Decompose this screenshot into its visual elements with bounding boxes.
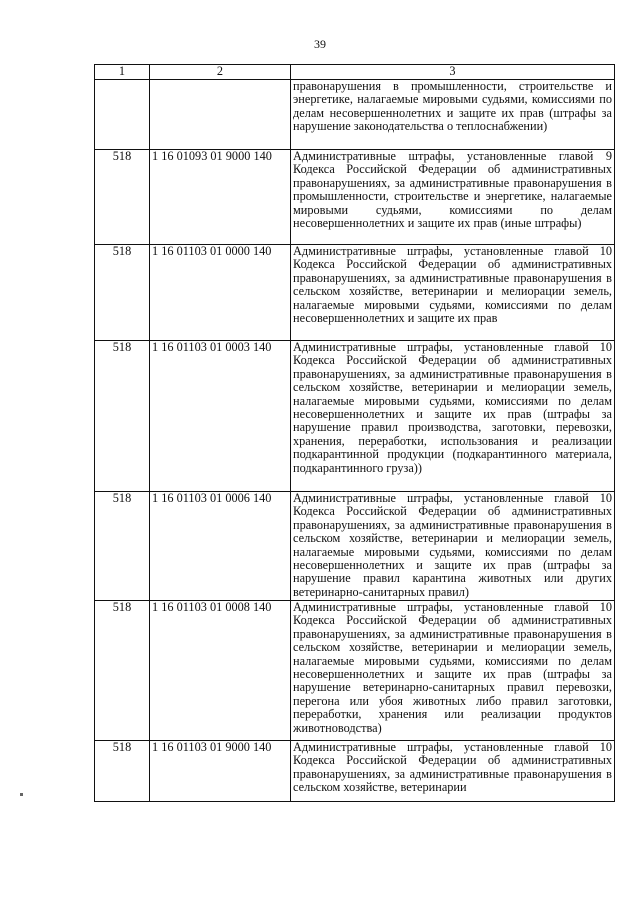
budget-code-cell: 1 16 01103 01 0006 140 bbox=[150, 492, 291, 601]
table-row bbox=[95, 150, 615, 245]
admin-code-cell: 518 bbox=[95, 741, 150, 802]
description-cell: Административные штрафы, установленные главой 9 Кодекса Российской Федерации об административных правонарушениях, за административные правонарушения в промышленности, строительстве и энергетике, налагаемые мировыми судьями, комиссиями по делам несовершеннолетних и защите их прав (иные штрафы) bbox=[291, 150, 615, 245]
column-header-3: 3 bbox=[291, 65, 615, 80]
budget-code-cell: 1 16 01103 01 0008 140 bbox=[150, 601, 291, 741]
table-header-row bbox=[95, 65, 615, 80]
budget-code-cell: 1 16 01103 01 9000 140 bbox=[150, 741, 291, 802]
description-cell: Административные штрафы, установленные главой 10 Кодекса Российской Федерации об административных правонарушениях, за административные правонарушения в сельском хозяйстве, ветеринарии и мелиорации земель, налагаемые мировыми судьями, комиссиями по делам несовершеннолетних и защите их прав (штрафы за нарушение правил карантина животных или других ветеринарно-санитарных правил) bbox=[291, 492, 615, 601]
admin-code-cell: 518 bbox=[95, 492, 150, 601]
admin-code-cell: 518 bbox=[95, 601, 150, 741]
description-cell: Административные штрафы, установленные главой 10 Кодекса Российской Федерации об административных правонарушениях, за административные правонарушения в сельском хозяйстве, ветеринарии bbox=[291, 741, 615, 802]
page-number: 39 bbox=[314, 37, 326, 51]
description-cell: Административные штрафы, установленные главой 10 Кодекса Российской Федерации об административных правонарушениях, за административные правонарушения в сельском хозяйстве, ветеринарии и мелиорации земель, налагаемые мировыми судьями, комиссиями по делам несовершеннолетних и защите их прав (штрафы за нарушение ветеринарно-санитарных правил перевозки, перегона или убоя животных либо правил заготовки, переработки, хранения или реализации продуктов животноводства) bbox=[291, 601, 615, 741]
budget-code-cell bbox=[150, 80, 291, 150]
budget-codes-table bbox=[94, 64, 615, 802]
table-row bbox=[95, 492, 615, 601]
budget-code-cell: 1 16 01093 01 9000 140 bbox=[150, 150, 291, 245]
table-row bbox=[95, 245, 615, 341]
budget-code-cell: 1 16 01103 01 0003 140 bbox=[150, 341, 291, 492]
column-header-1: 1 bbox=[95, 65, 150, 80]
admin-code-cell bbox=[95, 80, 150, 150]
table-row bbox=[95, 741, 615, 802]
description-cell: Административные штрафы, установленные главой 10 Кодекса Российской Федерации об административных правонарушениях, за административные правонарушения в сельском хозяйстве, ветеринарии и мелиорации земель, налагаемые мировыми судьями, комиссиями по делам несовершеннолетних и защите их прав (штрафы за нарушение правил производства, заготовки, перевозки, хранения, переработки, использования и реализации подкарантинной продукции (подкарантинного материала, подкарантинного груза)) bbox=[291, 341, 615, 492]
table-row bbox=[95, 341, 615, 492]
column-header-2: 2 bbox=[150, 65, 291, 80]
admin-code-cell: 518 bbox=[95, 245, 150, 341]
scan-speck bbox=[20, 793, 23, 796]
description-cell: Административные штрафы, установленные главой 10 Кодекса Российской Федерации об административных правонарушениях, за административные правонарушения в сельском хозяйстве, ветеринарии и мелиорации земель, налагаемые мировыми судьями, комиссиями по делам несовершеннолетних и защите их прав bbox=[291, 245, 615, 341]
budget-code-cell: 1 16 01103 01 0000 140 bbox=[150, 245, 291, 341]
table-row bbox=[95, 601, 615, 741]
table-row bbox=[95, 80, 615, 150]
admin-code-cell: 518 bbox=[95, 150, 150, 245]
description-cell: правонарушения в промышленности, строительстве и энергетике, налагаемые мировыми судьями, комиссиями по делам несовершеннолетних и защите их прав (штрафы за нарушение законодательства о теплоснабжении) bbox=[291, 80, 615, 150]
admin-code-cell: 518 bbox=[95, 341, 150, 492]
